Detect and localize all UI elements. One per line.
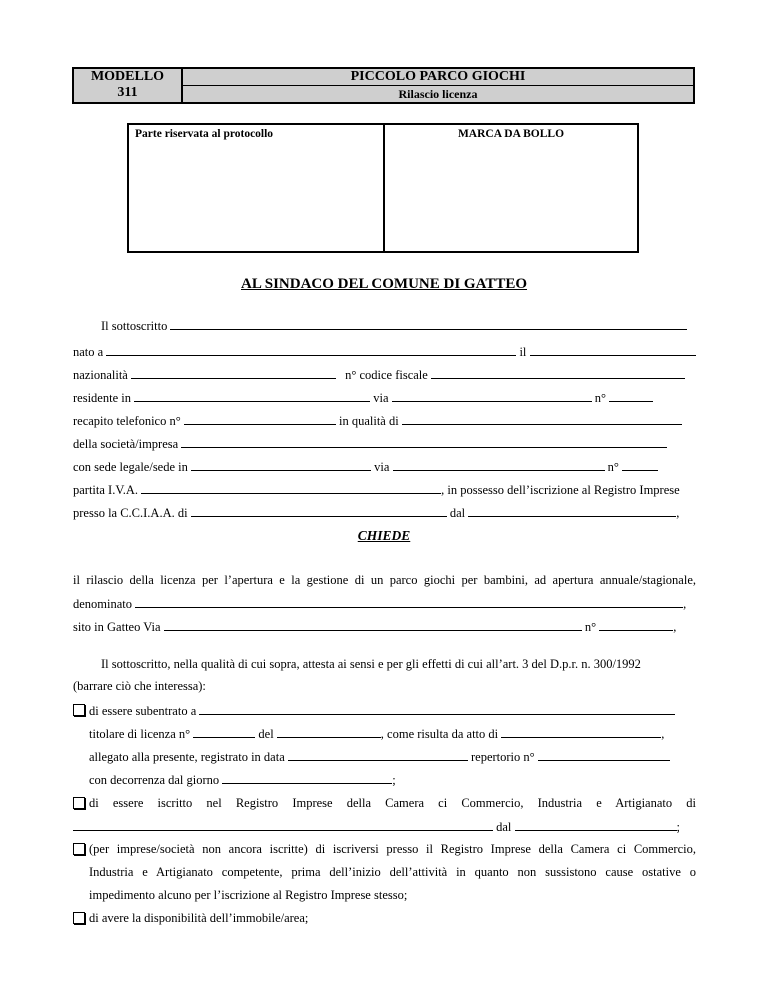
- checkbox-subentrato[interactable]: [73, 704, 85, 716]
- licenza-del-label: del: [258, 727, 274, 741]
- come-risulta-label: , come risulta da atto di: [380, 727, 499, 741]
- titolare-label: titolare di licenza n°: [89, 727, 191, 741]
- nato-field[interactable]: [106, 344, 516, 356]
- denominato-label: denominato: [73, 597, 133, 611]
- attestation-text-1: Il sottoscritto, nella qualità di cui sopra, attesta ai sensi e per gli effetti di cui all’art. 3 del D.p.r. n. 300/1992: [101, 657, 641, 671]
- sede-label: con sede legale/sede in: [73, 460, 188, 474]
- sito-numero-field[interactable]: [599, 619, 673, 631]
- subentrato-label: di essere subentrato a: [89, 704, 197, 718]
- cciaa-label: presso la C.C.I.A.A. di: [73, 506, 188, 520]
- repertorio-label: repertorio n°: [471, 750, 535, 764]
- societa-label: della società/impresa: [73, 437, 179, 451]
- line-nato: [73, 344, 696, 360]
- qualita-label: in qualità di: [338, 414, 399, 428]
- birthdate-field[interactable]: [530, 344, 696, 356]
- partita-iva-field[interactable]: [141, 482, 441, 494]
- sede-numero-field[interactable]: [622, 459, 658, 471]
- sito-numero-label: n°: [584, 620, 597, 634]
- non-iscritte-text-2: Industria e Artigianato competente, prima dell’inizio dell’attività in quanto non sussistono cause ostative o: [89, 865, 696, 879]
- checkbox-iscritto[interactable]: [73, 797, 85, 809]
- decorrenza-label: con decorrenza dal giorno: [89, 773, 220, 787]
- residente-field[interactable]: [134, 390, 370, 402]
- recipient-title: AL SINDACO DEL COMUNE DI GATTEO: [240, 276, 528, 292]
- line-nazionalita: [73, 367, 696, 383]
- checkbox-disponibilita[interactable]: [73, 912, 85, 924]
- attestation-text-2: (barrare ciò che interessa):: [73, 679, 206, 693]
- modello-label: MODELLO: [90, 69, 165, 84]
- registrato-data-field[interactable]: [288, 749, 468, 761]
- partita-iva-label: partita I.V.A.: [73, 483, 139, 497]
- subentrato-field[interactable]: [199, 703, 675, 715]
- allegato-label: allegato alla presente, registrato in data: [89, 750, 285, 764]
- recapito-label: recapito telefonico n°: [73, 414, 181, 428]
- form-header: [72, 67, 695, 104]
- form-title: PICCOLO PARCO GIOCHI: [183, 69, 693, 86]
- line-allegato: [89, 749, 696, 765]
- line-partita-iva: [73, 482, 696, 498]
- disponibilita-text: di avere la disponibilità dell’immobile/area;: [89, 911, 309, 925]
- comma: ,: [676, 506, 680, 520]
- repertorio-field[interactable]: [538, 749, 670, 761]
- semicolon: ;: [392, 773, 396, 787]
- form-title-cell: [183, 69, 693, 102]
- residente-label: residente in: [73, 391, 131, 405]
- qualita-field[interactable]: [402, 413, 682, 425]
- line-residente: [73, 390, 696, 406]
- numero-field[interactable]: [609, 390, 653, 402]
- camera-field[interactable]: [73, 819, 493, 831]
- stamp-label: MARCA DA BOLLO: [457, 128, 565, 140]
- iscritto-dal-label: dal: [496, 820, 512, 834]
- checkbox-non-iscritte[interactable]: [73, 843, 85, 855]
- atto-field[interactable]: [501, 726, 661, 738]
- nato-label: nato a: [73, 345, 104, 359]
- nazionalita-field[interactable]: [131, 367, 336, 379]
- licenza-numero-field[interactable]: [193, 726, 255, 738]
- sito-label: sito in Gatteo Via: [73, 620, 161, 634]
- codice-fiscale-field[interactable]: [431, 367, 685, 379]
- line-sito: [73, 619, 696, 635]
- line-recapito: [73, 413, 696, 429]
- comma: ,: [661, 727, 665, 741]
- sede-numero-label: n°: [607, 460, 619, 474]
- sede-field[interactable]: [191, 459, 371, 471]
- sede-via-field[interactable]: [393, 459, 605, 471]
- recapito-field[interactable]: [184, 413, 336, 425]
- cciaa-field[interactable]: [191, 505, 447, 517]
- protocol-label: Parte riservata al protocollo: [135, 128, 274, 140]
- cciaa-dal-label: dal: [449, 506, 466, 520]
- via-label: via: [373, 391, 389, 405]
- modello-number: 311: [117, 85, 138, 100]
- line-sede: [73, 459, 696, 475]
- via-field[interactable]: [392, 390, 592, 402]
- protocol-box: [127, 123, 384, 253]
- comma: ,: [673, 620, 677, 634]
- line-societa: [73, 436, 696, 452]
- line-iscritto-dal: [73, 819, 696, 835]
- numero-label: n°: [594, 391, 606, 405]
- societa-field[interactable]: [181, 436, 667, 448]
- sito-field[interactable]: [164, 619, 582, 631]
- sede-via-label: via: [374, 460, 390, 474]
- request-text: il rilascio della licenza per l’apertura e la gestione di un parco giochi per bambini, ad apertura annuale/stagionale,: [73, 573, 696, 587]
- iscritto-dal-field[interactable]: [515, 819, 677, 831]
- line-decorrenza: [89, 772, 696, 788]
- il-label: il: [519, 345, 527, 359]
- nazionalita-label: nazionalità: [73, 368, 128, 382]
- line-sottoscritto: [73, 318, 696, 334]
- line-cciaa: [73, 505, 696, 521]
- line-subentrato: [89, 703, 696, 719]
- cciaa-dal-field[interactable]: [468, 505, 676, 517]
- possesso-text: , in possesso dell’iscrizione al Registro Imprese: [441, 483, 680, 497]
- non-iscritte-text-3: impedimento alcuno per l’iscrizione al Registro Imprese stesso;: [89, 888, 408, 902]
- codice-fiscale-label: n° codice fiscale: [345, 368, 428, 382]
- line-denominato: [73, 596, 696, 612]
- stamp-box: [384, 123, 639, 253]
- chiede-heading: CHIEDE: [357, 528, 411, 543]
- form-subtitle: Rilascio licenza: [398, 87, 478, 101]
- comma: ,: [683, 597, 687, 611]
- sottoscritto-field[interactable]: [170, 318, 687, 330]
- decorrenza-field[interactable]: [222, 772, 392, 784]
- sottoscritto-label: Il sottoscritto: [101, 319, 168, 333]
- denominato-field[interactable]: [135, 596, 683, 608]
- non-iscritte-text-1: (per imprese/società non ancora iscritte) di iscriversi presso il Registro Imprese della Camera ci Commercio,: [89, 842, 696, 856]
- modello-cell: [74, 69, 183, 102]
- semicolon: ;: [676, 820, 681, 834]
- licenza-data-field[interactable]: [277, 726, 381, 738]
- iscritto-text: di essere iscritto nel Registro Imprese della Camera ci Commercio, Industria e Artigianato di: [89, 796, 696, 810]
- line-titolare: [89, 726, 696, 742]
